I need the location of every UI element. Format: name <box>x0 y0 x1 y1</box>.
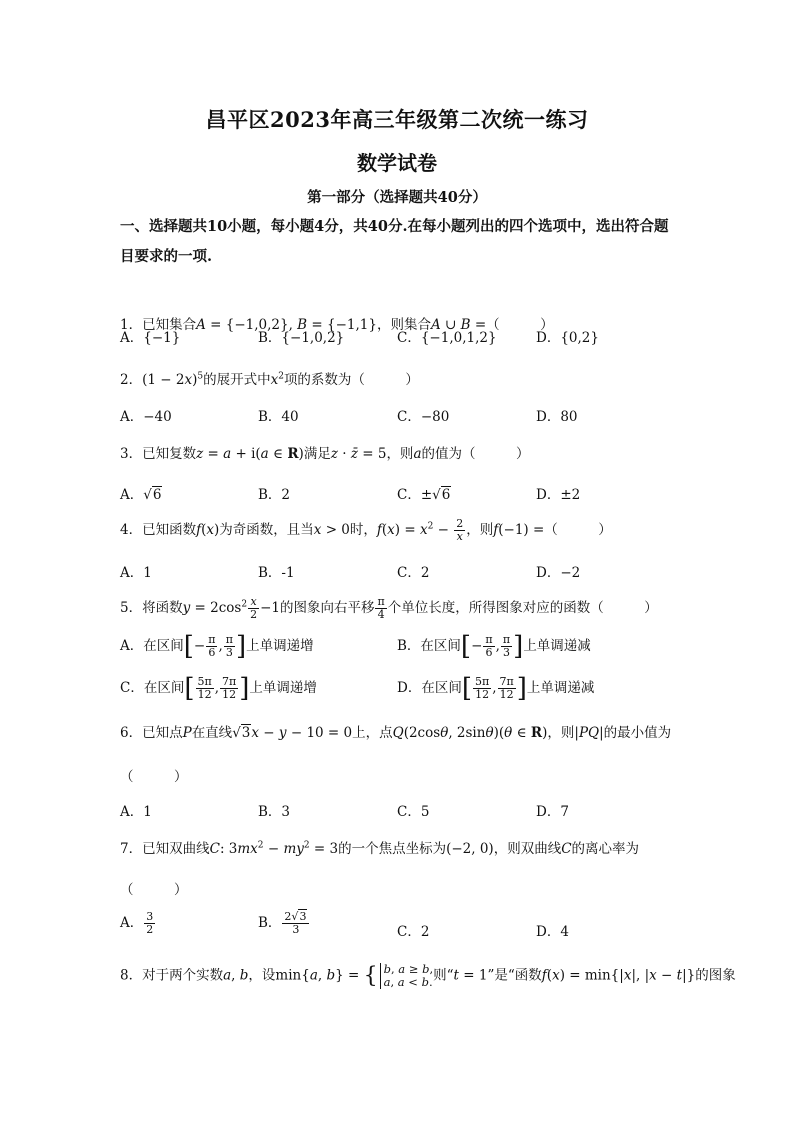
question-4-label: 4．已知函数 <box>120 522 197 538</box>
q7-option-d[interactable]: D．4 <box>536 924 569 940</box>
section-instructions: 一、选择题共10小题，每小题4分，共40分.在每小题列出的四个选项中，选出符合题目要求的一项. <box>120 218 669 265</box>
q4-option-c[interactable]: C．2 <box>397 565 430 581</box>
question-1: 1．已知集合A = {−1,0,2}, B = {−1,1}，则集合A ∪ B =（ ） <box>120 317 554 333</box>
q6-option-a[interactable]: A．1 <box>120 804 152 820</box>
question-4-end: （ ） <box>544 522 612 538</box>
part-heading: 第一部分（选择题共40分） <box>307 189 487 206</box>
q4-option-a[interactable]: A．1 <box>120 565 152 581</box>
question-8-label: 8．对于两个实数 <box>120 967 224 984</box>
question-7-label: 7．已知双曲线 <box>120 841 210 857</box>
q1-option-c[interactable]: C．{−1,0,1,2} <box>397 330 497 346</box>
question-3-label: 3．已知复数 <box>120 446 197 462</box>
question-2-end: 项的系数为（ ） <box>283 372 419 388</box>
q2-option-a[interactable]: A．−40 <box>120 409 172 425</box>
question-4-text-b: 时， <box>349 522 377 538</box>
question-4-text-a: 为奇函数，且当 <box>219 522 314 538</box>
question-7-paren: （ ） <box>120 882 188 898</box>
q5-option-d[interactable]: D．在区间[ $\frac{5\pi}{12}$ , $\frac{7\pi}{12}$ ]上单调递减 <box>397 673 595 704</box>
question-5-text-a: 的图象向右平移 <box>279 600 375 616</box>
question-5-label: 5．将函数 <box>120 600 183 616</box>
q7-option-b[interactable]: B． $\frac{2√3}{3}$ <box>258 911 310 936</box>
question-7-text-a: 的一个焦点坐标为 <box>338 841 447 857</box>
q1-option-b[interactable]: B．{−1,0,2} <box>258 330 345 346</box>
question-6-paren: （ ） <box>120 769 188 785</box>
question-8-text-a: ，设 <box>248 967 276 984</box>
question-5-text-b: 个单位长度，所得图象对应的函数（ ） <box>387 600 658 616</box>
question-3-text-b: ，则 <box>386 446 414 462</box>
question-2-text: 的展开式中 <box>203 372 271 388</box>
q5-option-a[interactable]: A．在区间[− $\frac{\pi}{6}$ , $\frac{\pi}{3}$ ]上单调递增 <box>120 631 314 662</box>
question-8-end: 的图象 <box>695 967 736 984</box>
question-1-text: ，则集合 <box>376 317 431 333</box>
q7-option-c[interactable]: C．2 <box>397 924 430 940</box>
question-8-text-b: 则“ <box>433 967 454 984</box>
question-3: 3．已知复数z = a + i(a ∈ R)满足z · z̄ = 5，则a的值为（ ） <box>120 446 530 462</box>
question-6-text-a: 在直线 <box>191 725 233 741</box>
question-6-end: 的最小值为 <box>603 725 672 741</box>
q6-option-c[interactable]: C．5 <box>397 804 430 820</box>
q7-option-a[interactable]: A． $\frac{3}{2}$ <box>120 910 154 936</box>
question-7: 7．已知双曲线C: $3mx^2 - my^2 = 3$的一个焦点坐标为(−2, 0)，则双曲线C的离心率为 <box>120 840 640 857</box>
question-2: 2．$(1 - 2x)^5$的展开式中$x^2$项的系数为（ ） <box>120 371 419 388</box>
question-6-label: 6．已知点 <box>120 725 183 741</box>
question-3-end: 的值为（ ） <box>421 446 530 462</box>
q2-option-c[interactable]: C．−80 <box>397 409 450 425</box>
q2-option-d[interactable]: D．80 <box>536 409 578 425</box>
q5-option-b[interactable]: B．在区间[− $\frac{\pi}{6}$ , $\frac{\pi}{3}$ ]上单调递减 <box>397 631 591 662</box>
question-6-text-b: 上，点 <box>352 725 393 741</box>
question-7-end: 的离心率为 <box>571 841 640 857</box>
q4-option-d[interactable]: D．−2 <box>536 565 581 581</box>
q6-option-b[interactable]: B．3 <box>258 804 291 820</box>
question-6: 6．已知点P在直线√3x − y − 10 = 0上，点Q(2cosθ, 2sinθ)(θ ∈ R)，则|PQ|的最小值为 <box>120 725 672 741</box>
question-7-text-b: ，则双曲线 <box>493 841 562 857</box>
exam-title: 昌平区2023年高三年级第二次统一练习 <box>205 107 589 132</box>
question-1-label: 1．已知集合 <box>120 317 197 333</box>
question-5: 5．将函数$y = 2\cos^2$ $\frac{x}{2}$ −1的图象向右平移 $\frac{\pi}{4}$ 个单位长度，所得图象对应的函数（ ） <box>120 595 658 621</box>
q6-option-d[interactable]: D．7 <box>536 804 569 820</box>
q4-option-b[interactable]: B．-1 <box>258 565 295 581</box>
q2-option-b[interactable]: B．40 <box>258 409 299 425</box>
question-6-text-c: ，则 <box>547 725 575 741</box>
q5-option-c[interactable]: C．在区间[ $\frac{5\pi}{12}$ , $\frac{7\pi}{12}$ ]上单调递增 <box>120 673 317 704</box>
q3-option-c[interactable]: C．±√6 <box>397 487 451 503</box>
question-1-paren: （ ） <box>486 317 554 333</box>
exam-subtitle: 数学试卷 <box>357 151 437 175</box>
q1-option-d[interactable]: D．{0,2} <box>536 330 599 346</box>
question-4-text-c: ，则 <box>466 522 494 538</box>
q3-option-b[interactable]: B．2 <box>258 487 291 503</box>
question-4: 4．已知函数f(x)为奇函数，且当x > 0时，$f(x) = x^2$ − $\frac{2}{x}$ ，则f(−1) =（ ） <box>120 517 612 543</box>
question-8-text-c: ”是“函数 <box>487 967 542 984</box>
question-2-label: 2． <box>120 372 143 388</box>
q1-option-a[interactable]: A．{−1} <box>120 330 181 346</box>
q3-option-a[interactable]: A．√6 <box>120 487 162 503</box>
question-8: 8．对于两个实数a, b，设min{a, b} = { b, a ≥ b, a, a < b.则“t = 1”是“函数f(x) = min{|x|, |x − t|}的图象 <box>120 962 736 989</box>
q3-option-d[interactable]: D．±2 <box>536 487 581 503</box>
question-3-text-a: 满足 <box>303 446 331 462</box>
